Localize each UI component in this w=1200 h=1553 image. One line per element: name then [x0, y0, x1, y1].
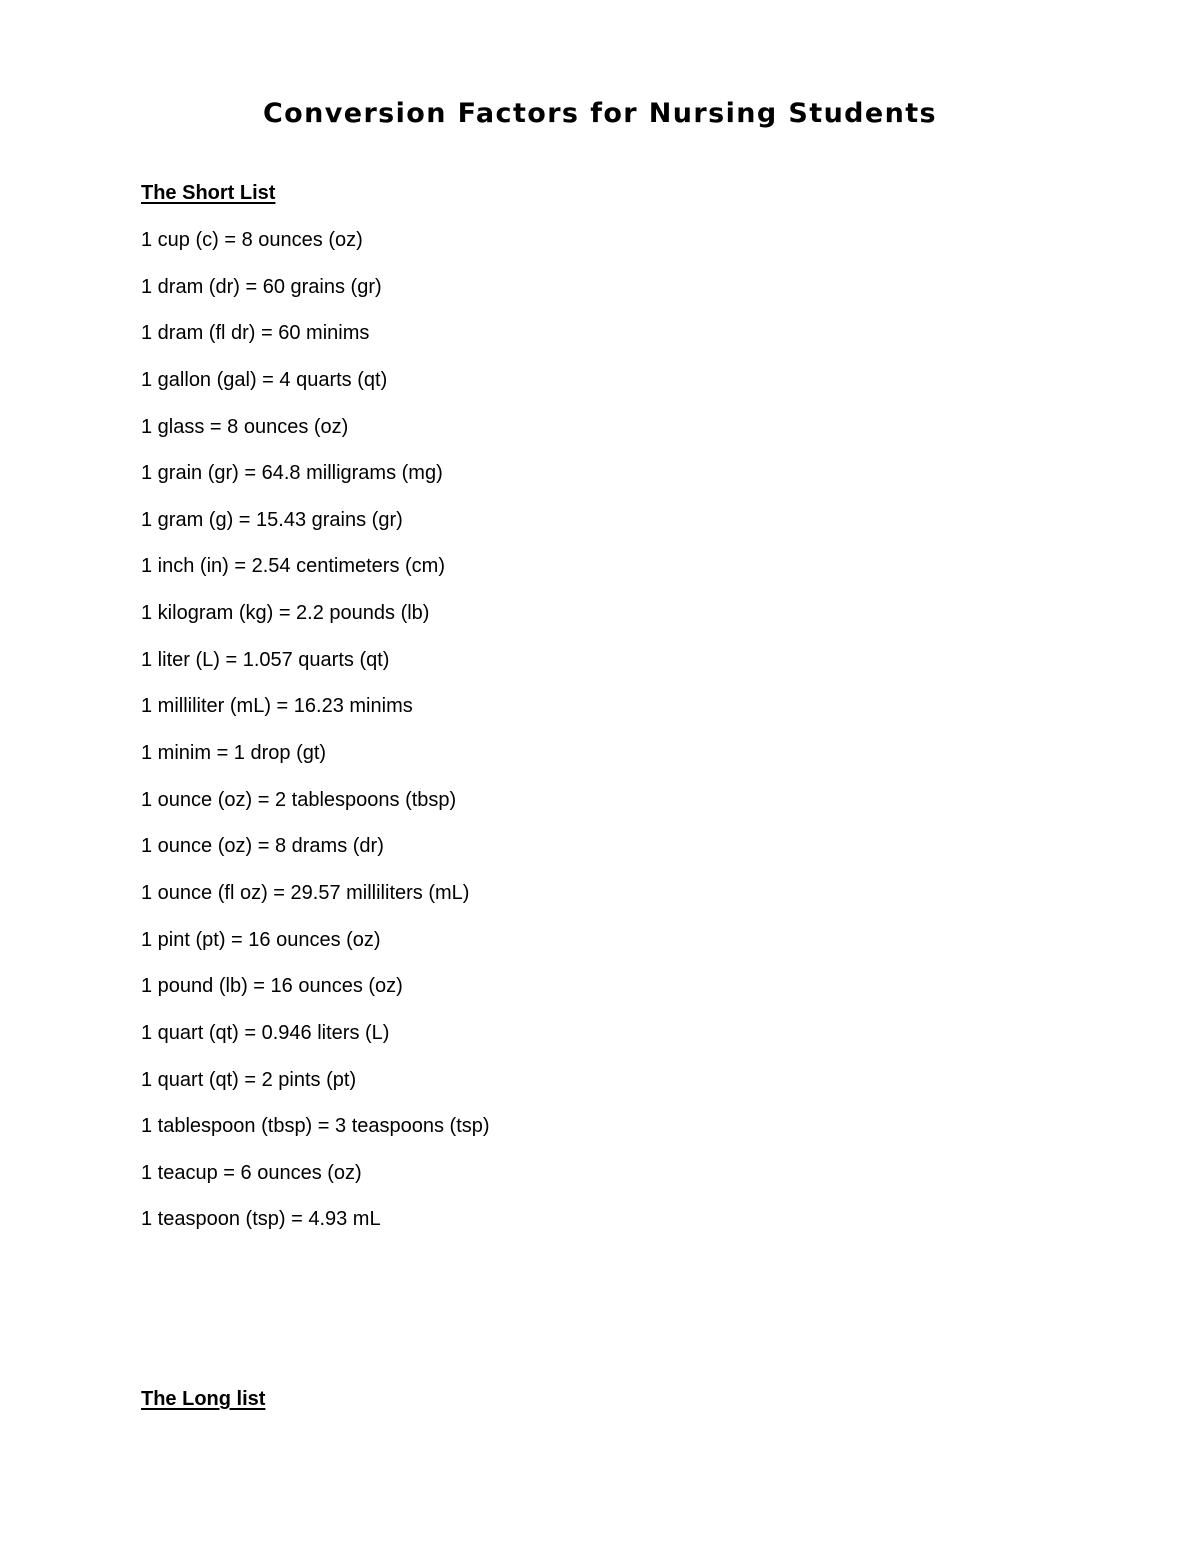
conversion-factor-ounce-drams: 1 ounce (oz) = 8 drams (dr)	[141, 835, 384, 858]
conversion-factor-quart-pints: 1 quart (qt) = 2 pints (pt)	[141, 1068, 357, 1091]
conversion-factor-kilogram: 1 kilogram (kg) = 2.2 pounds (lb)	[141, 602, 430, 625]
conversion-factor-gallon: 1 gallon (gal) = 4 quarts (qt)	[141, 368, 388, 391]
conversion-factor-tablespoon: 1 tablespoon (tbsp) = 3 teaspoons (tsp)	[141, 1115, 490, 1138]
conversion-factor-liter: 1 liter (L) = 1.057 quarts (qt)	[141, 648, 390, 671]
short-list-heading: The Short List	[141, 182, 276, 204]
conversion-factor-ounce-tablespoons: 1 ounce (oz) = 2 tablespoons (tbsp)	[141, 788, 457, 811]
conversion-factor-dram-minims: 1 dram (fl dr) = 60 minims	[141, 322, 370, 345]
conversion-factor-grain: 1 grain (gr) = 64.8 milligrams (mg)	[141, 462, 443, 485]
conversion-factor-minim: 1 minim = 1 drop (gt)	[141, 742, 327, 765]
conversion-factor-glass: 1 glass = 8 ounces (oz)	[141, 415, 349, 438]
document-title: Conversion Factors for Nursing Students	[262, 98, 938, 129]
conversion-factor-pint: 1 pint (pt) = 16 ounces (oz)	[141, 928, 381, 951]
conversion-factor-fluid-ounce: 1 ounce (fl oz) = 29.57 milliliters (mL)	[141, 881, 470, 904]
conversion-factor-quart-liters: 1 quart (qt) = 0.946 liters (L)	[141, 1021, 390, 1044]
conversion-factor-dram-grains: 1 dram (dr) = 60 grains (gr)	[141, 275, 382, 298]
conversion-factor-teacup: 1 teacup = 6 ounces (oz)	[141, 1161, 362, 1184]
conversion-factor-cup: 1 cup (c) = 8 ounces (oz)	[141, 229, 363, 251]
conversion-factor-inch: 1 inch (in) = 2.54 centimeters (cm)	[141, 555, 445, 578]
long-list-heading: The Long list	[141, 1388, 266, 1410]
short-list	[141, 227, 490, 1253]
conversion-factor-gram: 1 gram (g) = 15.43 grains (gr)	[141, 508, 403, 531]
conversion-factor-pound: 1 pound (lb) = 16 ounces (oz)	[141, 975, 403, 998]
conversion-factor-teaspoon: 1 teaspoon (tsp) = 4.93 mL	[141, 1208, 381, 1231]
conversion-factor-milliliter: 1 milliliter (mL) = 16.23 minims	[141, 695, 413, 718]
